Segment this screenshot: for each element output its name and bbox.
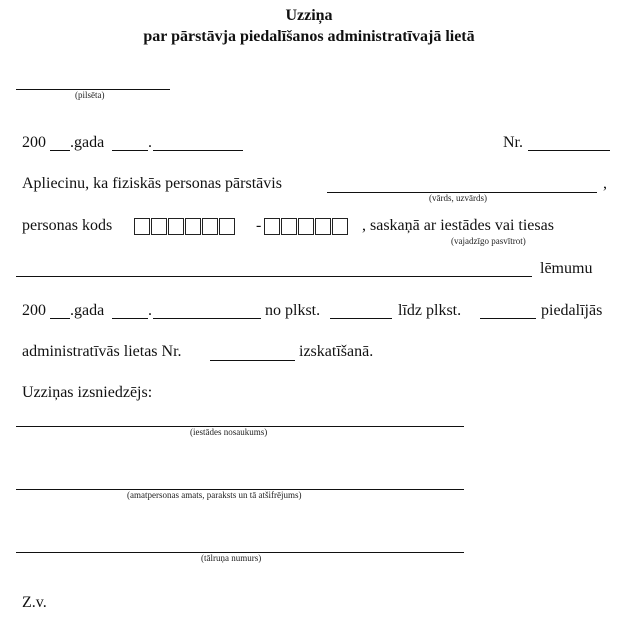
issuer-label: Uzziņas izsniedzējs: bbox=[22, 384, 153, 401]
to-time-field[interactable] bbox=[480, 318, 536, 319]
city-label: (pilsēta) bbox=[75, 90, 105, 100]
statement-text: Apliecinu, ka fiziskās personas pārstāvis bbox=[22, 175, 282, 192]
phone-label: (tālruņa numurs) bbox=[201, 553, 262, 563]
year-prefix-text: 200 bbox=[22, 134, 46, 151]
number-field[interactable] bbox=[528, 150, 610, 151]
personal-code-label: personas kods bbox=[22, 217, 113, 234]
year-suffix-text: .gada bbox=[70, 134, 105, 151]
from-time-text: no plkst. bbox=[265, 302, 321, 319]
personal-code-digit-box[interactable] bbox=[264, 218, 280, 235]
date2-year-prefix: 200 bbox=[22, 302, 46, 319]
document-subtitle: par pārstāvja piedalīšanos administratīvajā lietā bbox=[143, 28, 475, 45]
personal-code-dash: - bbox=[256, 217, 262, 234]
date-dot: . bbox=[148, 134, 152, 151]
to-time-text: līdz plkst. bbox=[398, 302, 462, 319]
date2-year-suffix: .gada bbox=[70, 302, 105, 319]
personal-code-digit-box[interactable] bbox=[202, 218, 218, 235]
name-label: (vārds, uzvārds) bbox=[429, 193, 487, 203]
personal-code-digit-box[interactable] bbox=[185, 218, 201, 235]
day-field[interactable] bbox=[112, 150, 148, 151]
personal-code-digit-box[interactable] bbox=[151, 218, 167, 235]
case-text: administratīvās lietas Nr. bbox=[22, 343, 182, 360]
number-label: Nr. bbox=[503, 134, 523, 151]
personal-code-digit-box[interactable] bbox=[134, 218, 150, 235]
day2-field[interactable] bbox=[112, 318, 148, 319]
personal-code-digit-box[interactable] bbox=[168, 218, 184, 235]
date2-dot: . bbox=[148, 302, 152, 319]
accordance-text: , saskaņā ar iestādes vai tiesas bbox=[362, 217, 554, 234]
seal-label: Z.v. bbox=[22, 594, 47, 611]
personal-code-digit-box[interactable] bbox=[219, 218, 235, 235]
case-number-field[interactable] bbox=[210, 360, 295, 361]
personal-code-digit-box[interactable] bbox=[281, 218, 297, 235]
from-time-field[interactable] bbox=[330, 318, 392, 319]
date-year-prefix bbox=[22, 134, 46, 152]
month2-field[interactable] bbox=[153, 318, 261, 319]
personal-code-digit-box[interactable] bbox=[315, 218, 331, 235]
statement-comma: , bbox=[603, 175, 607, 192]
document-title: Uzziņa bbox=[285, 7, 333, 24]
personal-code-digit-box[interactable] bbox=[298, 218, 314, 235]
institution-or-court-field[interactable] bbox=[16, 276, 532, 277]
case-suffix: izskatīšanā. bbox=[299, 343, 374, 360]
institution-label: (iestādes nosaukums) bbox=[190, 427, 268, 437]
participated-text: piedalījās bbox=[541, 302, 603, 319]
year2-field[interactable] bbox=[50, 318, 70, 319]
underline-hint: (vajadzīgo pasvītrot) bbox=[451, 236, 526, 246]
year-field[interactable] bbox=[50, 150, 70, 151]
month-field[interactable] bbox=[153, 150, 243, 151]
decision-word: lēmumu bbox=[540, 260, 593, 277]
personal-code-digit-box[interactable] bbox=[332, 218, 348, 235]
official-label: (amatpersonas amats, paraksts un tā atšifrējums) bbox=[127, 490, 302, 500]
